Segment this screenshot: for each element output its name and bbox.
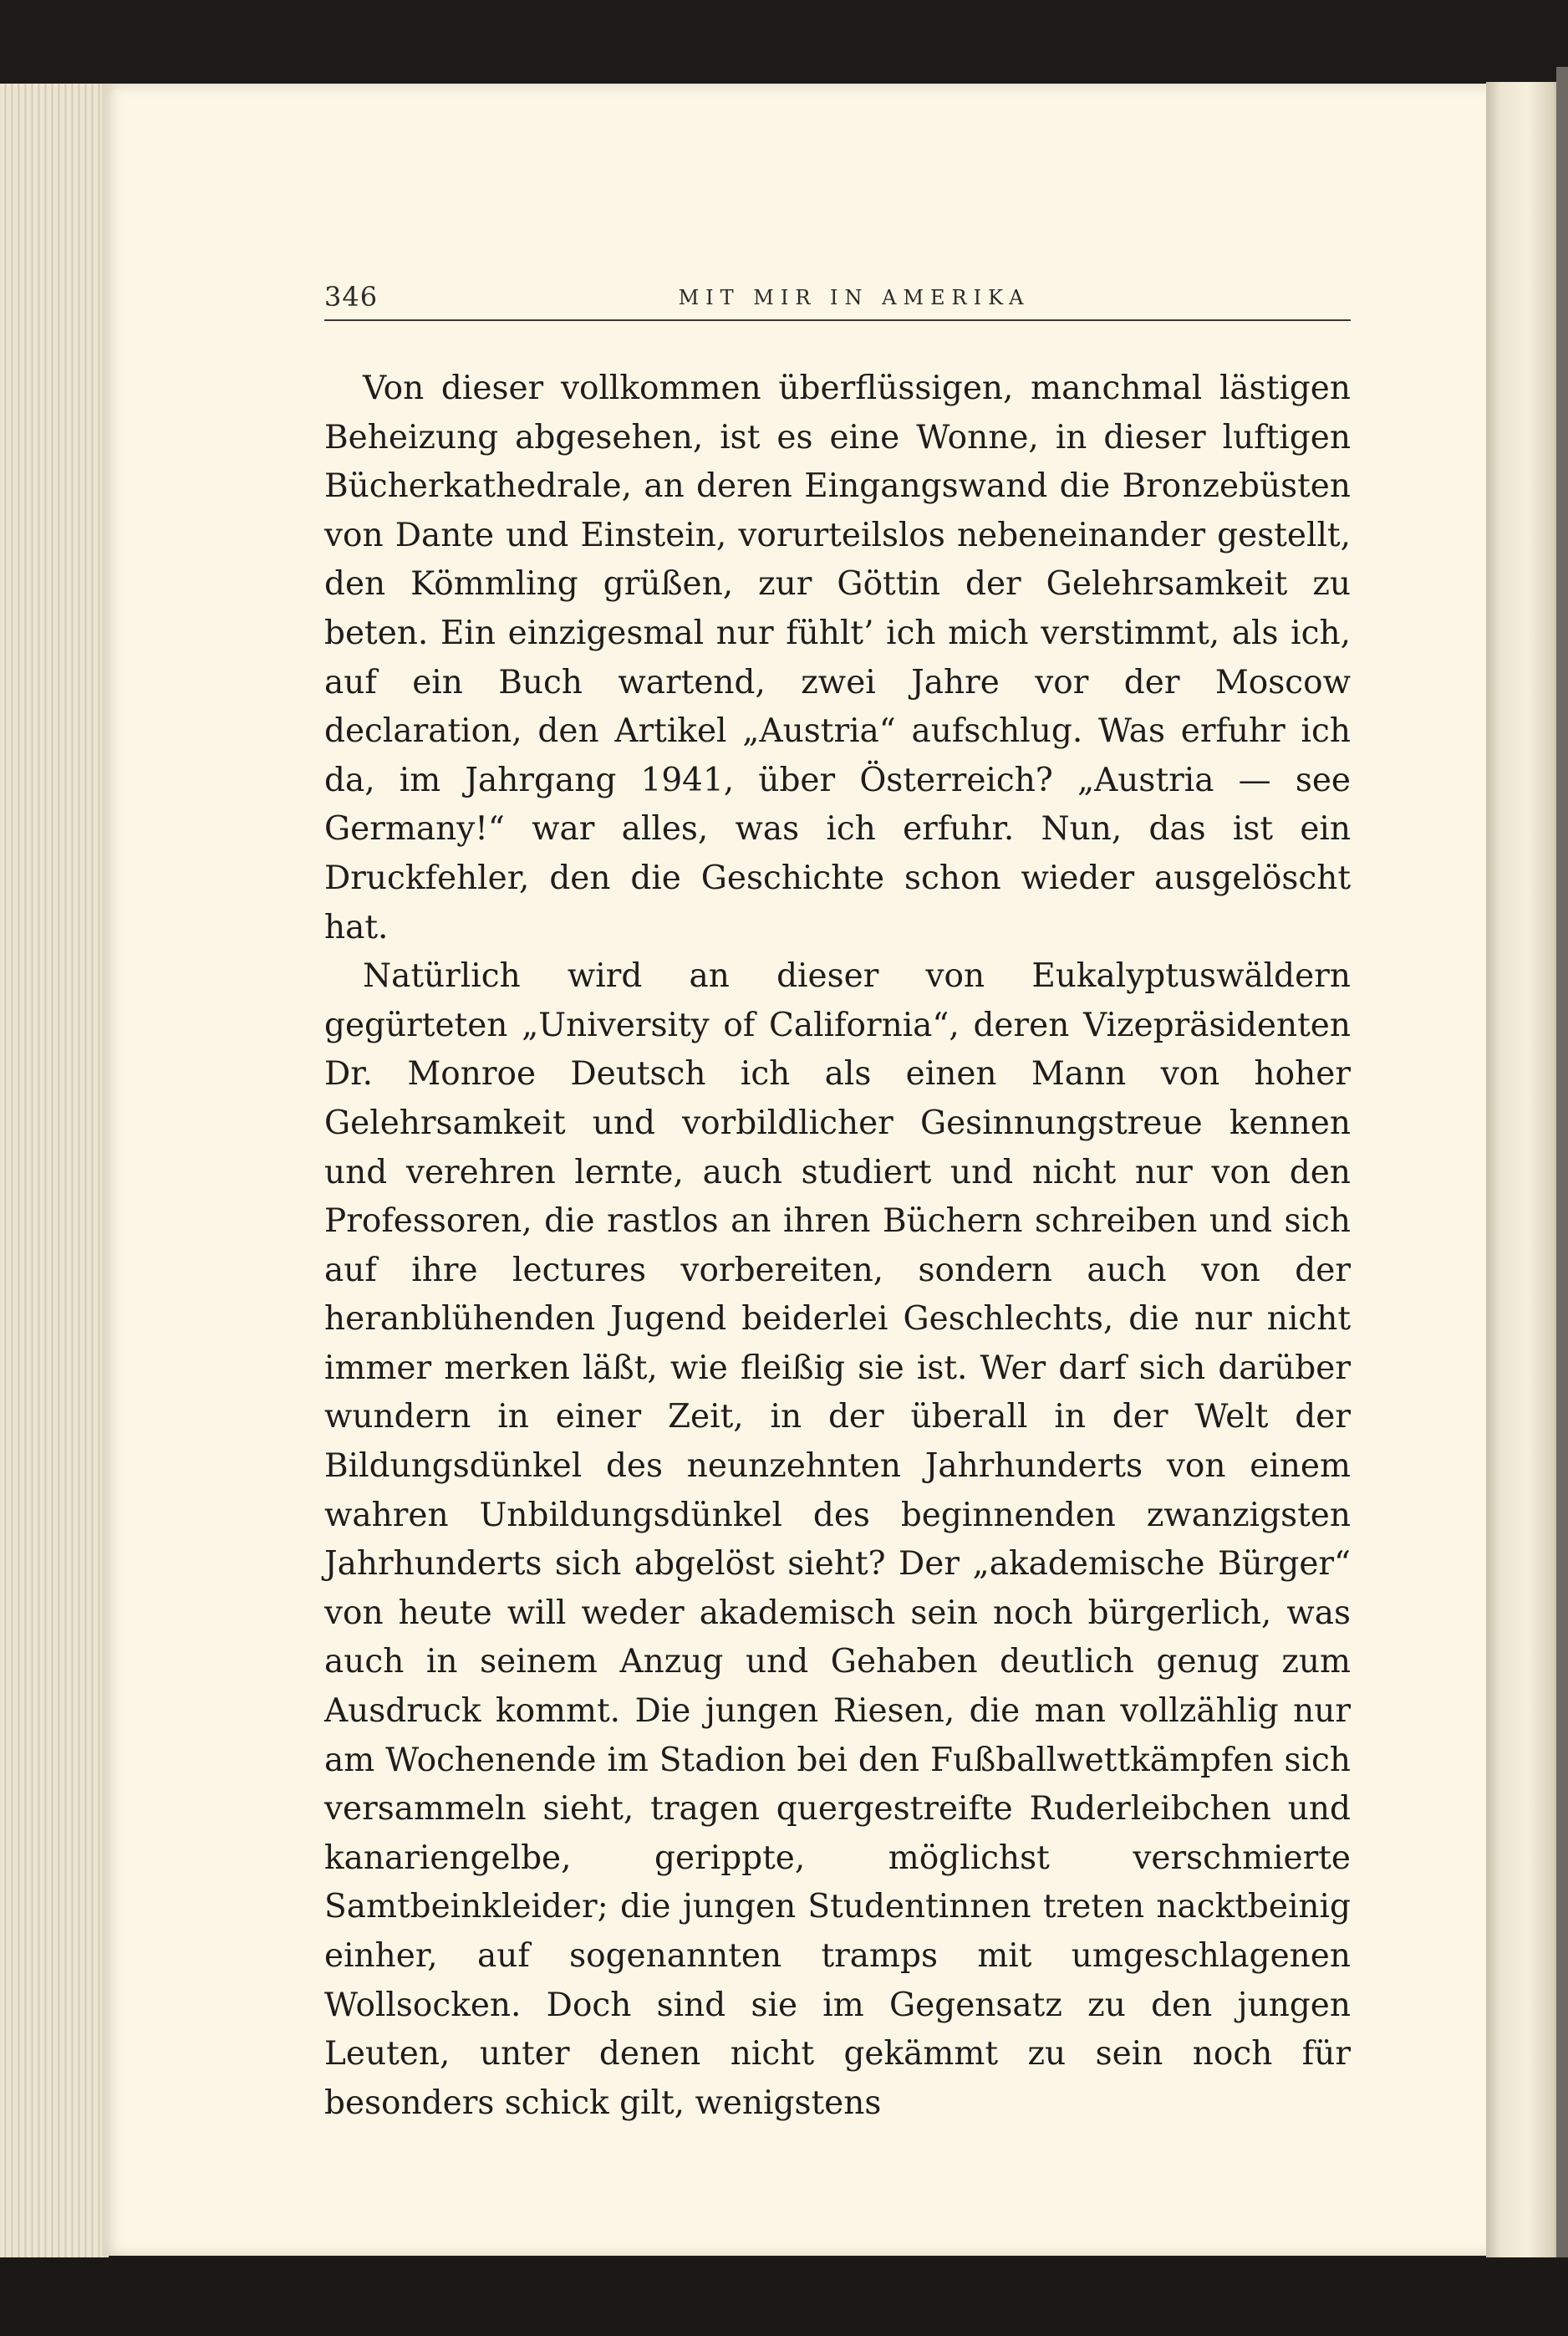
page-number: 346 [324,281,379,313]
scan-background-bottom [0,2257,1568,2336]
book-page-edges [0,84,109,2257]
running-title: MIT MIR IN AMERIKA [678,286,1031,309]
running-head [324,281,1351,321]
scan-background-top [0,0,1568,84]
body-text [324,365,1351,2128]
book-spine-edge [1556,67,1568,2266]
paragraph-1: Von dieser vollkommen überflüssigen, manchmal lästigen Beheizung abgesehen, ist es eine Wonne, in dieser luftigen Bücherkathedrale, an deren Eingangswand die Bronzebüsten von Dante und Einstein, vorurteilslos nebeneinander gestellt, den Kömmling grüßen, zur Göttin der Gelehrsamkeit zu beten. Ein einzigesmal nur fühlt’ ich mich verstimmt, als ich, auf ein Buch wartend, zwei Jahre vor der Moscow declaration, den Artikel „Austria“ aufschlug. Was erfuhr ich da, im Jahrgang 1941, über Österreich? „Austria — see Germany!“ war alles, was ich erfuhr. Nun, das ist ein Druckfehler, den die Geschichte schon wieder ausgelöscht hat. [324,370,1351,946]
paragraph-2: Natürlich wird an dieser von Eukalyptuswäldern gegürteten „University of California“, deren Vizepräsidenten Dr. Monroe Deutsch ich als einen Mann von hoher Gelehrsamkeit und vorbildlicher Gesinnungstreue kennen und verehren lernte, auch studiert und nicht nur von den Professoren, die rastlos an ihren Büchern schreiben und sich auf ihre lectures vorbereiten, sondern auch von der heranblühenden Jugend beiderlei Geschlechts, die nur nicht immer merken läßt, wie fleißig sie ist. Wer darf sich darüber wundern in einer Zeit, in der überall in der Welt der Bildungsdünkel des neunzehnten Jahrhunderts von einem wahren Unbildungsdünkel des beginnenden zwanzigsten Jahrhunderts sich abgelöst sieht? Der „akademische Bürger“ von heute will weder akademisch sein noch bürgerlich, was auch in seinem Anzug und Gehaben deutlich genug zum Ausdruck kommt. Die jungen Riesen, die man vollzählig nur am Wochenende im Stadion bei den Fußballwettkämpfen sich versammeln sieht, tragen quergestreifte Ruderleibchen und kanariengelbe, gerippte, möglichst verschmierte Samtbeinkleider; die jungen Studentinnen treten nacktbeinig einher, auf sogenannten tramps mit umgeschlagenen Wollsocken. Doch sind sie im Gegensatz zu den jungen Leuten, unter denen nicht gekämmt zu sein noch für besonders schick gilt, wenigstens [324,957,1351,2122]
